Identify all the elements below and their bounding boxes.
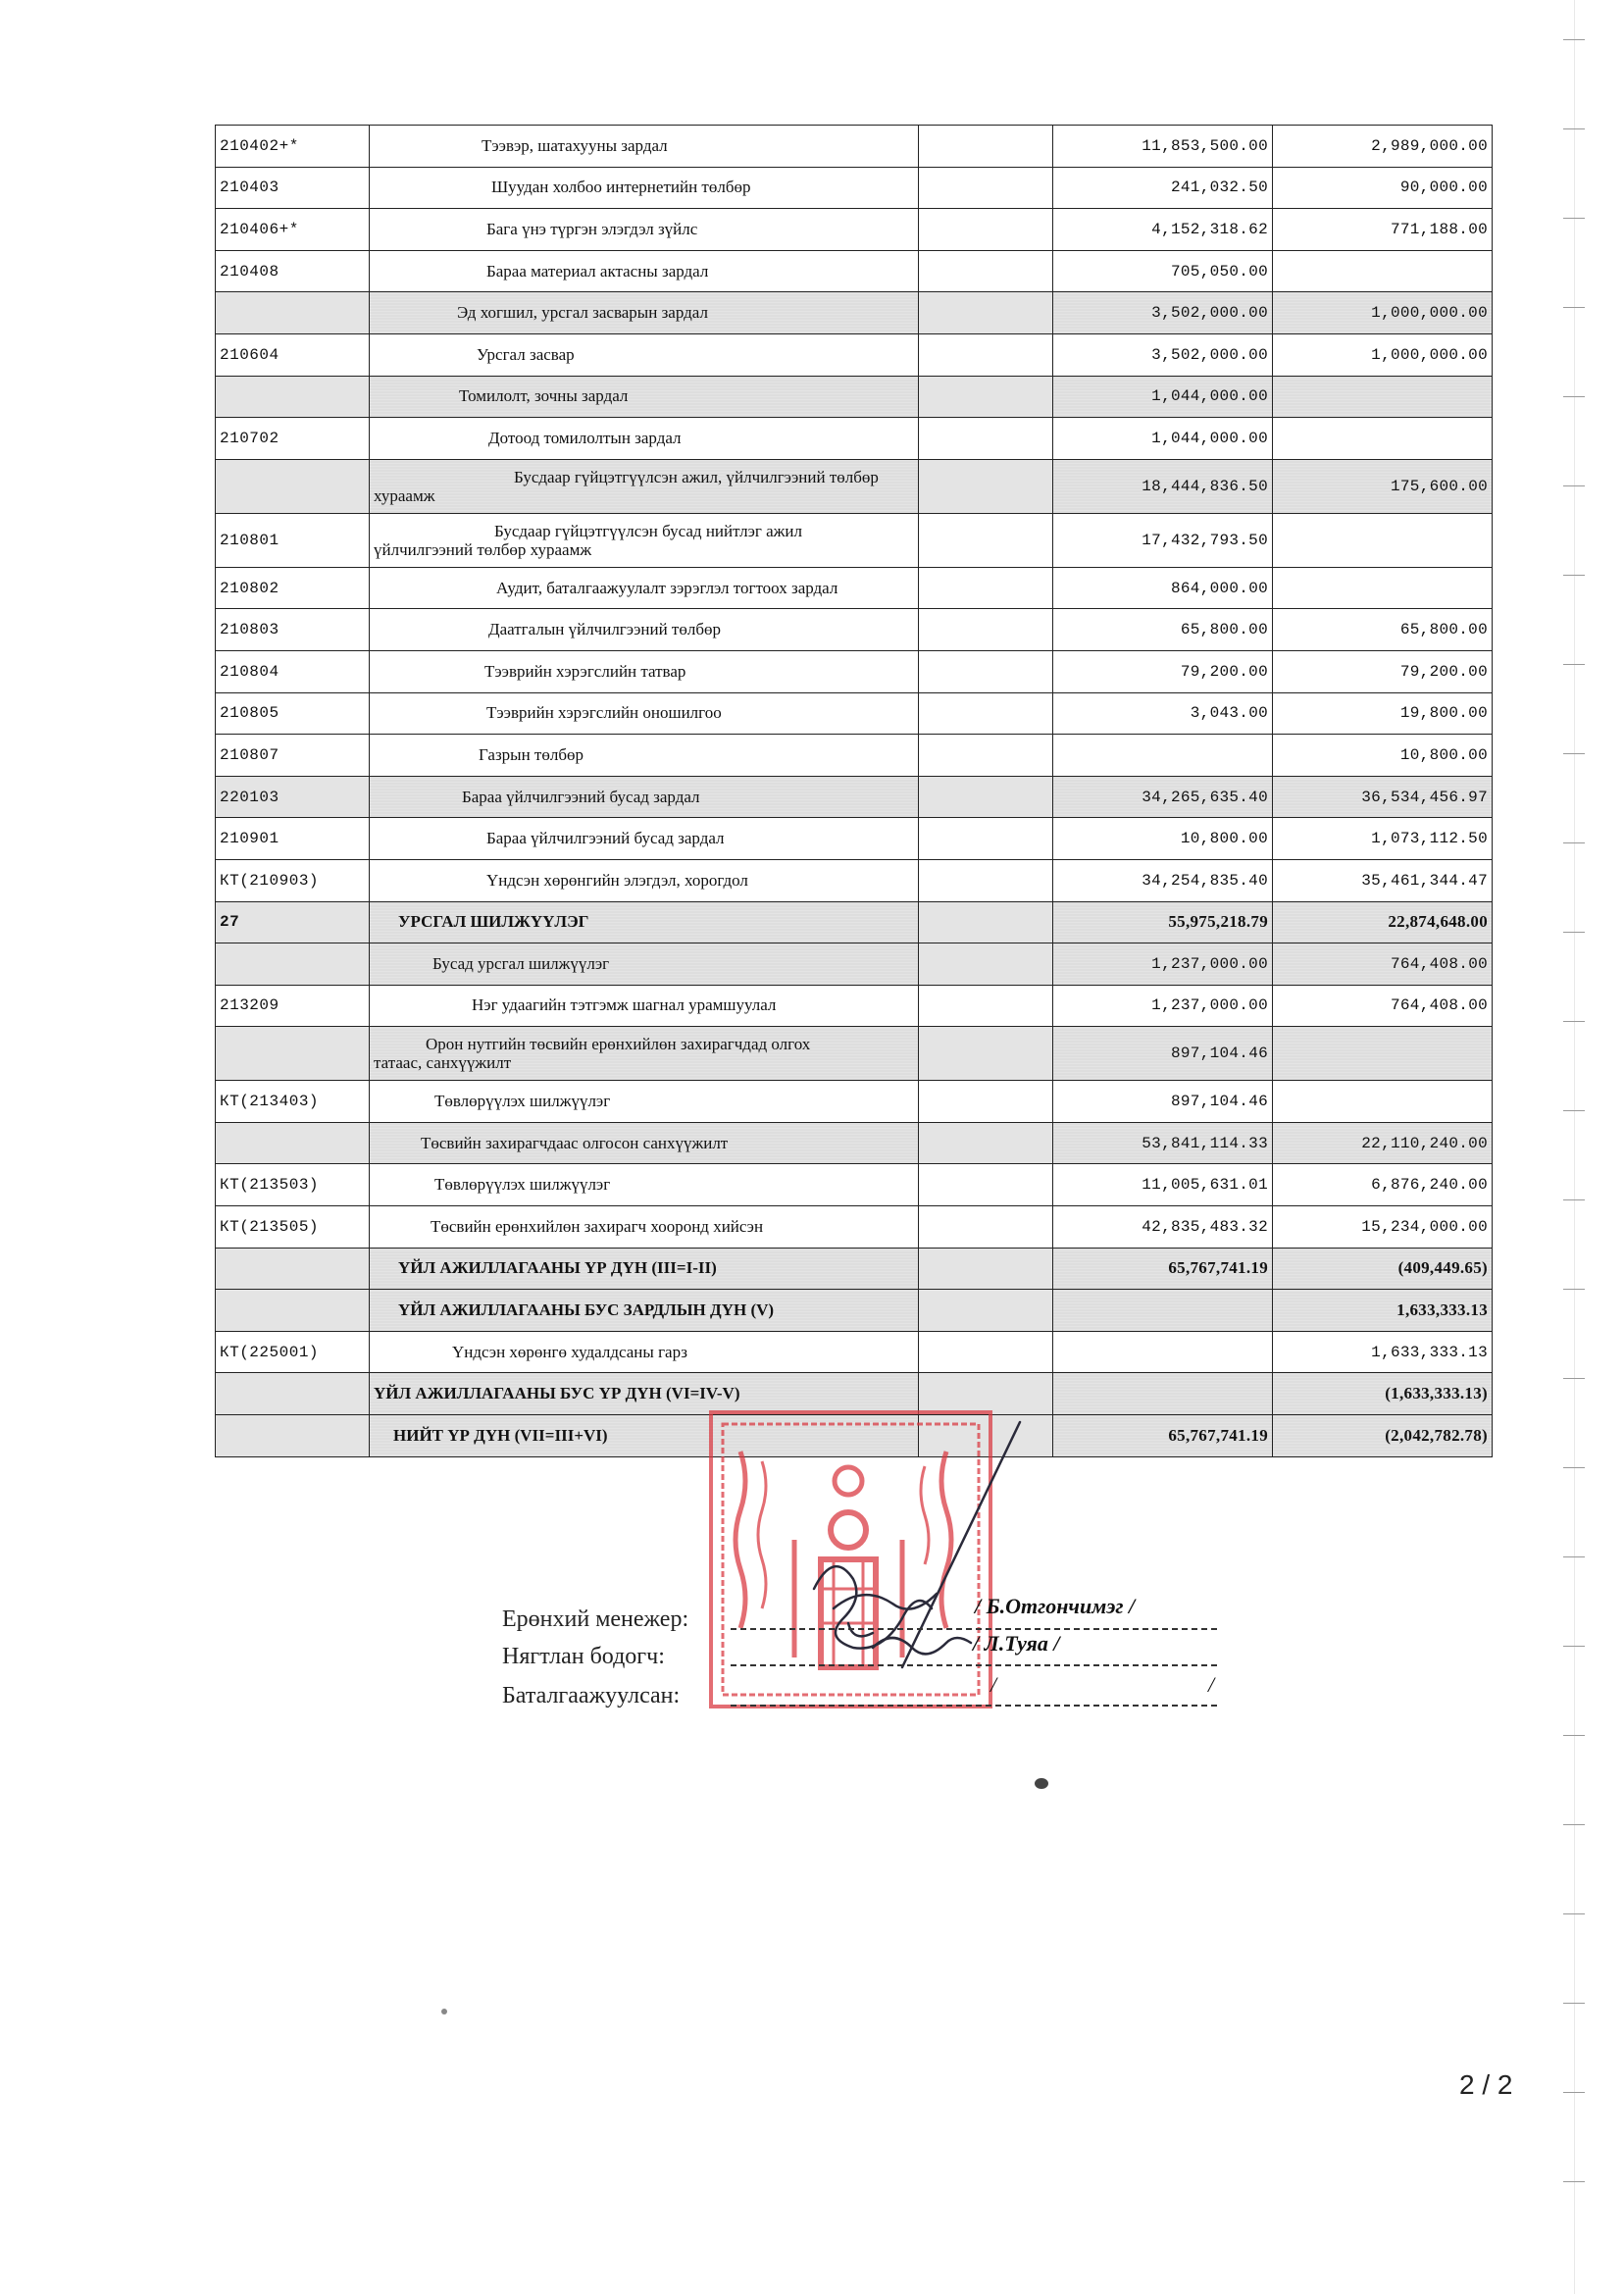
item-name-cell <box>370 1206 919 1249</box>
account-code: 210805 <box>216 692 370 735</box>
binder-tick <box>1563 1021 1585 1022</box>
account-code: 210803 <box>216 609 370 651</box>
current-period-value: 705,050.00 <box>1053 250 1273 292</box>
binder-tick <box>1563 932 1585 933</box>
table-row <box>216 776 1493 818</box>
item-name: УРСГАЛ ШИЛЖҮҮЛЭГ <box>398 912 589 932</box>
table-row <box>216 459 1493 513</box>
binder-tick <box>1563 1378 1585 1379</box>
account-code: 210402+* <box>216 126 370 168</box>
account-code: 210807 <box>216 735 370 777</box>
prior-period-value: 1,633,333.13 <box>1273 1331 1493 1373</box>
blank-cell <box>919 333 1053 376</box>
table-row <box>216 650 1493 692</box>
account-code: 210702 <box>216 418 370 460</box>
account-code: 213209 <box>216 985 370 1027</box>
prior-period-value: 764,408.00 <box>1273 943 1493 986</box>
item-name-cell <box>370 692 919 735</box>
item-name-cell <box>370 650 919 692</box>
item-name-continued: татаас, санхүүжилт <box>374 1053 512 1073</box>
handwritten-signature <box>755 1412 1147 1707</box>
account-code: КТ(210903) <box>216 859 370 901</box>
prior-period-value: 1,633,333.13 <box>1273 1290 1493 1332</box>
blank-cell <box>919 418 1053 460</box>
blank-cell <box>919 513 1053 567</box>
item-name: ҮЙЛ АЖИЛЛАГААНЫ БУС ҮР ДҮН (VI=IV-V) <box>374 1384 740 1403</box>
verified-slash-left: / <box>990 1672 997 1697</box>
current-period-value: 4,152,318.62 <box>1053 209 1273 251</box>
binder-tick <box>1563 842 1585 843</box>
verified-slash-right: / <box>1208 1672 1215 1697</box>
account-code: КТ(225001) <box>216 1331 370 1373</box>
table-row <box>216 1164 1493 1206</box>
item-name: Томилолт, зочны зардал <box>459 386 629 406</box>
item-name-continued: үйлчилгээний төлбөр хураамж <box>374 539 592 559</box>
binder-tick <box>1563 1467 1585 1468</box>
blank-cell <box>919 1206 1053 1249</box>
item-name: НИЙТ ҮР ДҮН (VII=III+VI) <box>393 1425 608 1445</box>
item-name-cell <box>370 859 919 901</box>
current-period-value: 18,444,836.50 <box>1053 459 1273 513</box>
prior-period-value <box>1273 513 1493 567</box>
table-row <box>216 567 1493 609</box>
item-name: Газрын төлбөр <box>479 744 584 764</box>
item-name-cell <box>370 609 919 651</box>
item-name: Тээвэр, шатахууны зардал <box>482 135 668 155</box>
table-row <box>216 818 1493 860</box>
prior-period-value: 2,989,000.00 <box>1273 126 1493 168</box>
binder-tick <box>1563 1289 1585 1290</box>
binder-tick <box>1563 39 1585 40</box>
table-row <box>216 1027 1493 1081</box>
current-period-value: 11,853,500.00 <box>1053 126 1273 168</box>
item-name: Төвлөрүүлэх шилжүүлэг <box>434 1092 611 1111</box>
verified-signature-line <box>731 1705 1217 1707</box>
item-name-cell <box>370 1248 919 1290</box>
prior-period-value <box>1273 567 1493 609</box>
table-row <box>216 735 1493 777</box>
item-name: Үндсэн хөрөнгийн элэгдэл, хорогдол <box>486 870 748 890</box>
item-name-cell <box>370 513 919 567</box>
item-name-cell <box>370 901 919 943</box>
current-period-value: 1,044,000.00 <box>1053 418 1273 460</box>
table-row <box>216 418 1493 460</box>
binder-tick <box>1563 753 1585 754</box>
table-row <box>216 167 1493 209</box>
blank-cell <box>919 1290 1053 1332</box>
item-name: Бараа үйлчилгээний бусад зардал <box>486 829 725 848</box>
blank-cell <box>919 859 1053 901</box>
binder-edge-ticks <box>1563 39 1585 2236</box>
prior-period-value: 22,110,240.00 <box>1273 1122 1493 1164</box>
table-row <box>216 901 1493 943</box>
accountant-name: / Л.Туяа / <box>973 1631 1060 1656</box>
current-period-value: 65,767,741.19 <box>1053 1248 1273 1290</box>
binder-tick <box>1563 218 1585 219</box>
manager-name: / Б.Отгончимэг / <box>975 1594 1136 1618</box>
table-row <box>216 985 1493 1027</box>
item-name-continued: хураамж <box>374 485 435 505</box>
blank-cell <box>919 985 1053 1027</box>
blank-cell <box>919 901 1053 943</box>
blank-cell <box>919 167 1053 209</box>
table-row <box>216 376 1493 418</box>
blank-cell <box>919 209 1053 251</box>
current-period-value: 11,005,631.01 <box>1053 1164 1273 1206</box>
table-row <box>216 609 1493 651</box>
account-code <box>216 943 370 986</box>
blank-cell <box>919 250 1053 292</box>
prior-period-value <box>1273 250 1493 292</box>
current-period-value: 1,044,000.00 <box>1053 376 1273 418</box>
prior-period-value: 764,408.00 <box>1273 985 1493 1027</box>
current-period-value: 79,200.00 <box>1053 650 1273 692</box>
blank-cell <box>919 292 1053 334</box>
current-period-value: 34,254,835.40 <box>1053 859 1273 901</box>
current-period-value: 241,032.50 <box>1053 167 1273 209</box>
item-name: Бараа үйлчилгээний бусад зардал <box>462 787 700 806</box>
ink-speck <box>441 2009 447 2014</box>
table-row <box>216 1248 1493 1290</box>
binder-tick <box>1563 1556 1585 1557</box>
account-code: 210801 <box>216 513 370 567</box>
item-name: Эд хогшил, урсгал засварын зардал <box>457 303 708 323</box>
account-code: 210406+* <box>216 209 370 251</box>
item-name: Урсгал засвар <box>477 344 575 364</box>
ink-blot <box>1035 1778 1048 1789</box>
current-period-value: 897,104.46 <box>1053 1081 1273 1123</box>
current-period-value: 55,975,218.79 <box>1053 901 1273 943</box>
account-code <box>216 459 370 513</box>
current-period-value: 65,767,741.19 <box>1053 1415 1273 1457</box>
table-row <box>216 126 1493 168</box>
account-code <box>216 1290 370 1332</box>
prior-period-value <box>1273 1027 1493 1081</box>
financial-table <box>215 125 1493 1457</box>
binder-tick <box>1563 1110 1585 1111</box>
item-name-cell <box>370 1027 919 1081</box>
account-code <box>216 376 370 418</box>
item-name-cell <box>370 126 919 168</box>
item-name: Үндсэн хөрөнгө худалдсаны гарз <box>452 1342 688 1361</box>
prior-period-value: 36,534,456.97 <box>1273 776 1493 818</box>
current-period-value: 1,237,000.00 <box>1053 943 1273 986</box>
item-name-cell <box>370 776 919 818</box>
item-name: Дотоод томилолтын зардал <box>488 428 682 447</box>
account-code <box>216 1122 370 1164</box>
table-row <box>216 513 1493 567</box>
binder-tick <box>1563 2181 1585 2182</box>
prior-period-value: 771,188.00 <box>1273 209 1493 251</box>
account-code: КТ(213503) <box>216 1164 370 1206</box>
account-code: 27 <box>216 901 370 943</box>
blank-cell <box>919 735 1053 777</box>
binder-tick <box>1563 1824 1585 1825</box>
item-name: ҮЙЛ АЖИЛЛАГААНЫ БУС ЗАРДЛЫН ДҮН (V) <box>398 1300 775 1320</box>
prior-period-value: (409,449.65) <box>1273 1248 1493 1290</box>
item-name-cell <box>370 1164 919 1206</box>
item-name-cell <box>370 1290 919 1332</box>
current-period-value: 42,835,483.32 <box>1053 1206 1273 1249</box>
binder-tick <box>1563 575 1585 576</box>
blank-cell <box>919 376 1053 418</box>
current-period-value: 897,104.46 <box>1053 1027 1273 1081</box>
binder-tick <box>1563 396 1585 397</box>
item-name: Төсвийн захирагчдаас олгосон санхүүжилт <box>421 1133 729 1152</box>
item-name: Бусад урсгал шилжүүлэг <box>432 953 610 973</box>
account-code <box>216 1373 370 1415</box>
prior-period-value: 90,000.00 <box>1273 167 1493 209</box>
item-name-cell <box>370 567 919 609</box>
binder-tick <box>1563 1735 1585 1736</box>
item-name-cell <box>370 376 919 418</box>
account-code: КТ(213505) <box>216 1206 370 1249</box>
prior-period-value <box>1273 418 1493 460</box>
current-period-value: 34,265,635.40 <box>1053 776 1273 818</box>
table-row <box>216 1206 1493 1249</box>
item-name-cell <box>370 333 919 376</box>
table-row <box>216 1290 1493 1332</box>
current-period-value <box>1053 1331 1273 1373</box>
table-row <box>216 1331 1493 1373</box>
prior-period-value: 35,461,344.47 <box>1273 859 1493 901</box>
current-period-value: 53,841,114.33 <box>1053 1122 1273 1164</box>
current-period-value: 1,237,000.00 <box>1053 985 1273 1027</box>
blank-cell <box>919 1122 1053 1164</box>
binder-tick <box>1563 664 1585 665</box>
prior-period-value: 6,876,240.00 <box>1273 1164 1493 1206</box>
prior-period-value: 175,600.00 <box>1273 459 1493 513</box>
current-period-value <box>1053 1290 1273 1332</box>
blank-cell <box>919 459 1053 513</box>
binder-tick <box>1563 1199 1585 1200</box>
prior-period-value: 1,000,000.00 <box>1273 333 1493 376</box>
item-name: Тээврийн хэрэгслийн татвар <box>484 661 686 681</box>
item-name: Бага үнэ түргэн элэгдэл зүйлс <box>486 219 698 238</box>
prior-period-value: (1,633,333.13) <box>1273 1373 1493 1415</box>
item-name-cell <box>370 459 919 513</box>
item-name: Төвлөрүүлэх шилжүүлэг <box>434 1175 611 1195</box>
blank-cell <box>919 818 1053 860</box>
blank-cell <box>919 609 1053 651</box>
current-period-value <box>1053 735 1273 777</box>
item-name-cell <box>370 209 919 251</box>
current-period-value: 17,432,793.50 <box>1053 513 1273 567</box>
prior-period-value: 1,073,112.50 <box>1273 818 1493 860</box>
binder-tick <box>1563 2003 1585 2004</box>
item-name-cell <box>370 943 919 986</box>
blank-cell <box>919 126 1053 168</box>
prior-period-value: 15,234,000.00 <box>1273 1206 1493 1249</box>
current-period-value: 10,800.00 <box>1053 818 1273 860</box>
binder-tick <box>1563 2092 1585 2093</box>
item-name-cell <box>370 1122 919 1164</box>
binder-tick <box>1563 1646 1585 1647</box>
item-name: Бусдаар гүйцэтгүүлсэн ажил, үйлчилгээний төлбөр <box>514 467 879 486</box>
account-code: 210802 <box>216 567 370 609</box>
table-row <box>216 209 1493 251</box>
blank-cell <box>919 650 1053 692</box>
table-row <box>216 692 1493 735</box>
item-name-cell <box>370 985 919 1027</box>
table-row <box>216 859 1493 901</box>
blank-cell <box>919 567 1053 609</box>
account-code <box>216 1027 370 1081</box>
prior-period-value: 19,800.00 <box>1273 692 1493 735</box>
blank-cell <box>919 1331 1053 1373</box>
current-period-value <box>1053 1373 1273 1415</box>
item-name: Бусдаар гүйцэтгүүлсэн бусад нийтлэг ажил <box>494 521 802 540</box>
item-name: ҮЙЛ АЖИЛЛАГААНЫ ҮР ДҮН (III=I-II) <box>398 1258 717 1278</box>
binder-tick <box>1563 485 1585 486</box>
blank-cell <box>919 1027 1053 1081</box>
prior-period-value <box>1273 1081 1493 1123</box>
account-code: 210403 <box>216 167 370 209</box>
page-number: 2 / 2 <box>1459 2069 1513 2100</box>
financial-table-body <box>216 126 1493 1457</box>
item-name-cell <box>370 250 919 292</box>
prior-period-value <box>1273 376 1493 418</box>
item-name-cell <box>370 418 919 460</box>
item-name-cell <box>370 735 919 777</box>
account-code: 210408 <box>216 250 370 292</box>
prior-period-value: 1,000,000.00 <box>1273 292 1493 334</box>
table-row <box>216 1081 1493 1123</box>
item-name: Тээврийн хэрэгслийн оношилгоо <box>486 703 722 723</box>
current-period-value: 3,502,000.00 <box>1053 333 1273 376</box>
binder-tick <box>1563 1913 1585 1914</box>
account-code: 210901 <box>216 818 370 860</box>
table-row <box>216 1122 1493 1164</box>
table-row <box>216 333 1493 376</box>
current-period-value: 3,043.00 <box>1053 692 1273 735</box>
account-code <box>216 1415 370 1457</box>
item-name: Аудит, баталгаажуулалт зэрэглэл тогтоох зардал <box>496 578 838 597</box>
account-code <box>216 292 370 334</box>
account-code: 220103 <box>216 776 370 818</box>
prior-period-value: (2,042,782.78) <box>1273 1415 1493 1457</box>
item-name-cell <box>370 1331 919 1373</box>
prior-period-value: 22,874,648.00 <box>1273 901 1493 943</box>
item-name-cell <box>370 1081 919 1123</box>
item-name: Даатгалын үйлчилгээний төлбөр <box>488 620 721 639</box>
account-code <box>216 1248 370 1290</box>
current-period-value: 65,800.00 <box>1053 609 1273 651</box>
manager-signature-line <box>731 1628 1217 1630</box>
blank-cell <box>919 1164 1053 1206</box>
blank-cell <box>919 1081 1053 1123</box>
accountant-signature-line <box>731 1664 1217 1666</box>
item-name: Төсвийн ерөнхийлөн захирагч хооронд хийсэн <box>431 1216 764 1236</box>
table-row <box>216 250 1493 292</box>
account-code: 210604 <box>216 333 370 376</box>
prior-period-value: 79,200.00 <box>1273 650 1493 692</box>
blank-cell <box>919 692 1053 735</box>
item-name-cell <box>370 292 919 334</box>
table-row <box>216 292 1493 334</box>
table-row <box>216 943 1493 986</box>
binder-tick <box>1563 307 1585 308</box>
item-name-cell <box>370 167 919 209</box>
current-period-value: 3,502,000.00 <box>1053 292 1273 334</box>
item-name: Орон нутгийн төсвийн ерөнхийлөн захирагчдад олгох <box>426 1035 811 1054</box>
prior-period-value: 65,800.00 <box>1273 609 1493 651</box>
prior-period-value: 10,800.00 <box>1273 735 1493 777</box>
item-name: Бараа материал актасны зардал <box>486 261 709 280</box>
account-code: КТ(213403) <box>216 1081 370 1123</box>
item-name: Нэг удаагийн тэтгэмж шагнал урамшуулал <box>472 995 777 1015</box>
item-name-cell <box>370 818 919 860</box>
binder-tick <box>1563 128 1585 129</box>
item-name: Шуудан холбоо интернетийн төлбөр <box>491 178 751 197</box>
blank-cell <box>919 1248 1053 1290</box>
blank-cell <box>919 776 1053 818</box>
blank-cell <box>919 943 1053 986</box>
account-code: 210804 <box>216 650 370 692</box>
current-period-value: 864,000.00 <box>1053 567 1273 609</box>
